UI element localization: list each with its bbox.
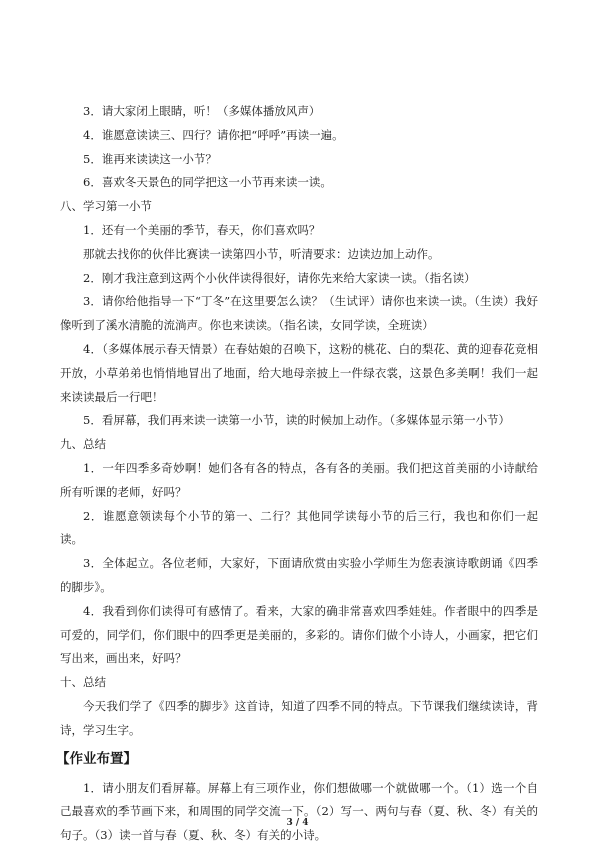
paragraph: 2．刚才我注意到这两个小伙伴读得很好，请你先来给大家读一读。（指名读） xyxy=(83,270,476,285)
paragraph: 今天我们学了《四季的脚步》这首诗，知道了四季不同的特点。下节课我们继续读诗，背诗，学习生字。 xyxy=(60,698,538,737)
paragraph: 4．我看到你们读得可有感情了。看来，大家的确非常喜欢四季娃娃。作者眼中的四季是可爱的，同学们，你们眼中的四季更是美丽的，多彩的。请你们做个小诗人，小画家，把它们写出来，画出来，好吗？ xyxy=(60,603,538,666)
heading-section-9: 九、总结 xyxy=(60,437,106,452)
paragraph: 6．喜欢冬天景色的同学把这一小节再来读一读。 xyxy=(83,175,332,190)
paragraph: 2．谁愿意领读每个小节的第一、二行？其他同学读每小节的后三行，我也和你们一起读。 xyxy=(60,508,538,547)
page-number: 3 / 4 xyxy=(286,818,309,828)
paragraph: 1．一年四季多奇妙啊！她们各有各的特点，各有各的美丽。我们把这首美丽的小诗献给所有听课的老师，好吗？ xyxy=(60,460,538,499)
paragraph: 5．谁再来读读这一小节？ xyxy=(83,151,217,166)
paragraph: 1．请小朋友们看屏幕。屏幕上有三项作业，你们想做哪一个就做哪一个。（1）选一个自己最喜欢的季节画下来，和周围的同学交流一下。（2）写一、两句与春（夏、秋、冬）有关的句子。（3）读一首与春（夏、秋、冬）有关的小诗。 xyxy=(60,780,538,843)
paragraph: 3．请你给他指导一下“丁冬”在这里要怎么读？（生试评）请你也来读一读。（生读）我好像听到了溪水清脆的流淌声。你也来读读。（指名读，女同学读，全班读） xyxy=(60,294,538,333)
paragraph: 那就去找你的伙伴比赛读一读第四小节，听清要求：边读边加上动作。 xyxy=(83,246,440,261)
paragraph: 5．看屏幕，我们再来读一读第一小节，读的时候加上动作。（多媒体显示第一小节） xyxy=(83,413,511,428)
heading-section-10: 十、总结 xyxy=(60,675,106,690)
heading-section-8: 八、学习第一小节 xyxy=(60,199,152,214)
paragraph: 3．请大家闭上眼睛，听！（多媒体播放风声） xyxy=(83,104,321,118)
paragraph: 4．（多媒体展示春天情景）在春姑娘的召唤下，这粉的桃花、白的梨花、黄的迎春花竞相开放，小草弟弟也悄悄地冒出了地面，给大地母亲披上一件绿衣裳，这景色多美啊！我们一起来读读最后一行吧！ xyxy=(60,341,538,404)
document-body xyxy=(56,100,538,848)
paragraph: 3．全体起立。各位老师，大家好，下面请欣赏由实验小学师生为您表演诗歌朗诵《四季的脚步》。 xyxy=(60,556,538,594)
paragraph: 4．谁愿意读读三、四行？请你把“呼呼”再读一遍。 xyxy=(83,127,344,142)
homework-section-title: 【作业布置】 xyxy=(56,750,137,767)
paragraph: 1．还有一个美丽的季节，春天，你们喜欢吗？ xyxy=(83,222,321,237)
